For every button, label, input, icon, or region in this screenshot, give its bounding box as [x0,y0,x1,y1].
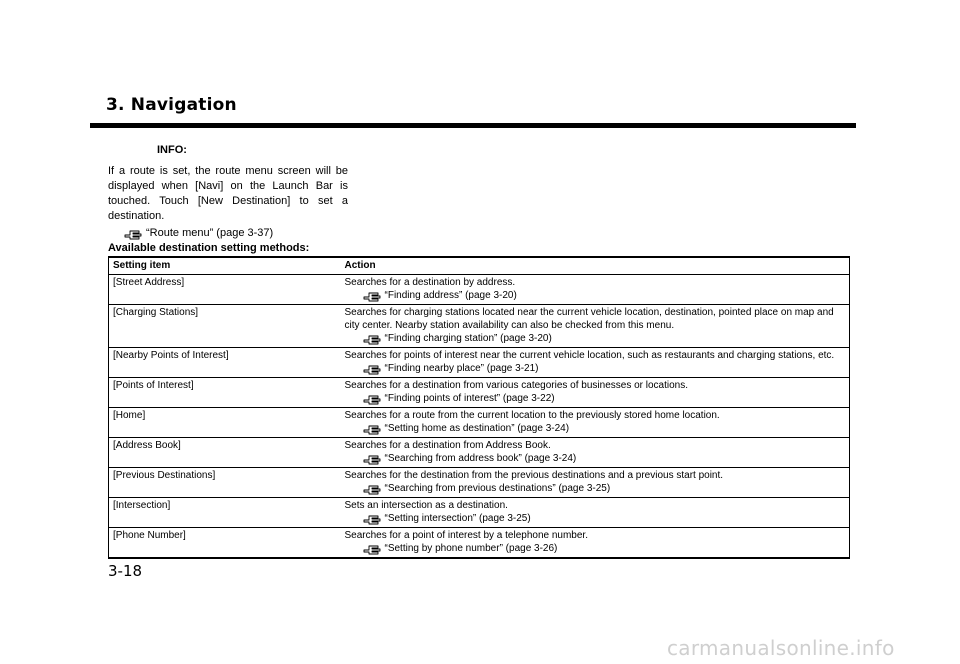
action-cell [341,468,850,498]
setting-item-cell: [Intersection] [109,498,341,528]
table-row [109,378,850,408]
setting-item-cell: [Street Address] [109,275,341,305]
action-text: Searches for a destination from various categories of businesses or locations. [344,380,689,391]
pointing-hand-icon [363,423,383,435]
pointing-hand-icon [363,363,383,375]
action-reference [345,542,846,555]
setting-item-cell: [Home] [109,408,341,438]
info-reference-text: “Route menu” (page 3-37) [146,227,274,239]
action-text: Searches for a point of interest by a telephone number. [344,530,588,541]
title-rule [90,123,856,128]
table-row [109,468,850,498]
column-header-setting-item: Setting item [109,257,341,275]
table-row [109,528,850,559]
setting-item-cell: [Previous Destinations] [109,468,341,498]
action-reference-text: “Finding address” (page 3-20) [384,290,517,301]
setting-item-cell: [Charging Stations] [109,305,341,348]
setting-item-cell: [Address Book] [109,438,341,468]
pointing-hand-icon [124,228,144,240]
table-row [109,348,850,378]
page-number: 3-18 [108,562,143,580]
setting-item-cell: [Points of Interest] [109,378,341,408]
action-text: Searches for points of interest near the current vehicle location, such as restaurants and charging stations, etc. [344,350,835,361]
action-text: Searches for a destination from Address Book. [344,440,551,451]
action-reference [345,422,846,435]
action-reference-text: “Searching from previous destinations” (page 3-25) [384,483,611,494]
table-row [109,305,850,348]
action-reference [345,362,846,375]
action-reference [345,289,846,302]
action-reference [345,452,846,465]
action-text: Searches for charging stations located near the current vehicle location, destination, pointed place on map and city center. Nearby station availability can also be checked from this menu. [344,307,834,331]
info-text: If a route is set, the route menu screen will be displayed when [Navi] on the Launch Bar is touched. Touch [New Destination] to set a destination. [108,165,348,222]
action-cell [341,275,850,305]
action-reference-text: “Finding nearby place” (page 3-21) [384,363,539,374]
action-cell [341,528,850,559]
action-reference [345,332,846,345]
watermark: carmanualsonline.info [667,636,895,660]
pointing-hand-icon [363,453,383,465]
action-cell [341,378,850,408]
action-reference-text: “Setting intersection” (page 3-25) [384,513,531,524]
action-reference-text: “Searching from address book” (page 3-24) [384,453,577,464]
setting-item-cell: [Nearby Points of Interest] [109,348,341,378]
pointing-hand-icon [363,543,383,555]
action-reference-text: “Finding points of interest” (page 3-22) [384,393,555,404]
action-reference [345,392,846,405]
pointing-hand-icon [363,333,383,345]
setting-item-cell: [Phone Number] [109,528,341,559]
action-cell [341,305,850,348]
table-row [109,498,850,528]
action-text: Searches for the destination from the previous destinations and a previous start point. [344,470,724,481]
action-cell [341,498,850,528]
table-header-row [109,257,850,275]
column-header-action: Action [341,257,850,275]
table-row [109,438,850,468]
action-reference [345,482,846,495]
pointing-hand-icon [363,290,383,302]
destination-methods-table [108,256,850,559]
action-cell [341,408,850,438]
action-text: Sets an intersection as a destination. [344,500,508,511]
info-heading: INFO: [157,144,187,156]
section-title: 3. Navigation [106,95,237,115]
table-row [109,408,850,438]
pointing-hand-icon [363,513,383,525]
action-cell [341,348,850,378]
action-cell [341,438,850,468]
pointing-hand-icon [363,393,383,405]
action-reference-text: “Finding charging station” (page 3-20) [384,333,552,344]
action-text: Searches for a route from the current location to the previously stored home location. [344,410,720,421]
action-reference-text: “Setting home as destination” (page 3-24) [384,423,570,434]
pointing-hand-icon [363,483,383,495]
table-row [109,275,850,305]
action-reference-text: “Setting by phone number” (page 3-26) [384,543,558,554]
action-text: Searches for a destination by address. [344,277,516,288]
action-reference [345,512,846,525]
methods-heading: Available destination setting methods: [108,242,310,254]
info-reference [124,226,273,241]
